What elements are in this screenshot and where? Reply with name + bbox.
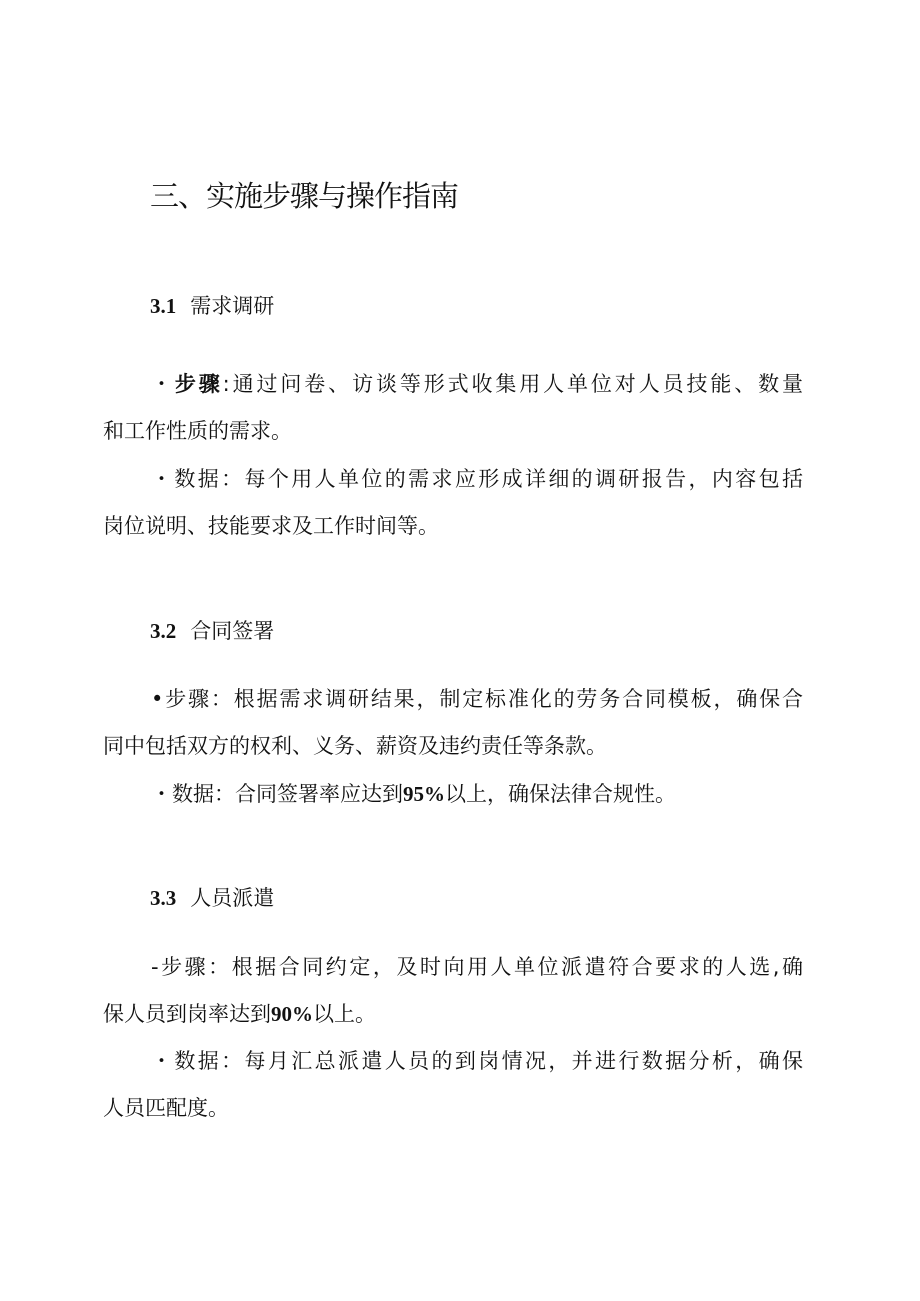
bullet-paragraph bbox=[103, 456, 803, 550]
paragraph-line bbox=[103, 1038, 803, 1085]
paragraph-line: 岗位说明、技能要求及工作时间等。 bbox=[103, 514, 439, 538]
item-label: 步骤 bbox=[163, 687, 211, 711]
item-percentage: 90% bbox=[271, 1002, 313, 1026]
item-separator: ： bbox=[221, 467, 245, 491]
item-text: 每月汇总派遣人员的到岗情况，并进行数据分析，确保 bbox=[244, 1049, 804, 1073]
bullet-paragraph bbox=[103, 676, 803, 770]
item-text: 合同签署率应达到 bbox=[235, 782, 403, 806]
paragraph-line bbox=[103, 771, 803, 818]
bullet-mark: ・ bbox=[151, 467, 175, 491]
item-text: 保人员到岗率达到 bbox=[103, 1002, 271, 1026]
subsection-number: 3.3 bbox=[150, 886, 177, 910]
bullet-paragraph bbox=[103, 361, 803, 455]
item-text: 每个用人单位的需求应形成详细的调研报告，内容包括 bbox=[244, 467, 804, 491]
item-separator: ： bbox=[221, 1049, 245, 1073]
bullet-paragraph bbox=[103, 944, 803, 1038]
paragraph-line bbox=[103, 456, 803, 503]
subsection-heading-3-3 bbox=[150, 883, 274, 913]
item-separator: : bbox=[222, 372, 230, 396]
bullet-mark: ・ bbox=[151, 372, 175, 396]
bullet-mark: - bbox=[151, 955, 159, 979]
subsection-heading-3-1 bbox=[150, 291, 274, 321]
subsection-title: 需求调研 bbox=[190, 294, 275, 318]
item-separator: ： bbox=[208, 955, 232, 979]
subsection-number: 3.2 bbox=[150, 619, 177, 643]
paragraph-line: 同中包括双方的权利、义务、薪资及违约责任等条款。 bbox=[103, 734, 607, 758]
paragraph-line: 和工作性质的需求。 bbox=[103, 419, 292, 443]
item-text: 以上。 bbox=[313, 1002, 376, 1026]
item-text: 通过问卷、访谈等形式收集用人单位对人员技能、数量 bbox=[229, 372, 804, 396]
paragraph-line bbox=[103, 676, 803, 723]
item-separator: ： bbox=[214, 782, 235, 806]
subsection-heading-3-2 bbox=[150, 616, 274, 646]
item-label: 步骤 bbox=[158, 955, 209, 979]
item-label: 数据 bbox=[172, 782, 214, 806]
item-label: 数据 bbox=[174, 1049, 222, 1073]
section-title: 三、实施步骤与操作指南 bbox=[150, 179, 459, 213]
paragraph-line: 人员匹配度。 bbox=[103, 1096, 229, 1120]
bullet-paragraph bbox=[103, 1038, 803, 1132]
bullet-mark: ・ bbox=[151, 782, 172, 806]
item-percentage: 95% bbox=[403, 782, 445, 806]
subsection-title: 合同签署 bbox=[190, 619, 275, 643]
bullet-mark: ・ bbox=[151, 1049, 175, 1073]
paragraph-line bbox=[103, 944, 803, 991]
item-label: 步骤 bbox=[174, 372, 223, 396]
item-label: 数据 bbox=[174, 467, 222, 491]
item-text: 以上，确保法律合规性。 bbox=[445, 782, 676, 806]
item-text: 根据合同约定，及时向用人单位派遣符合要求的人选,确 bbox=[231, 955, 804, 979]
bullet-mark: • bbox=[151, 687, 164, 711]
item-text: 根据需求调研结果，制定标准化的劳务合同模板，确保合 bbox=[233, 687, 803, 711]
subsection-title: 人员派遣 bbox=[190, 886, 275, 910]
item-separator: ： bbox=[210, 687, 234, 711]
bullet-paragraph bbox=[103, 771, 803, 818]
paragraph-line bbox=[103, 991, 803, 1038]
subsection-number: 3.1 bbox=[150, 294, 177, 318]
paragraph-line bbox=[103, 361, 803, 408]
